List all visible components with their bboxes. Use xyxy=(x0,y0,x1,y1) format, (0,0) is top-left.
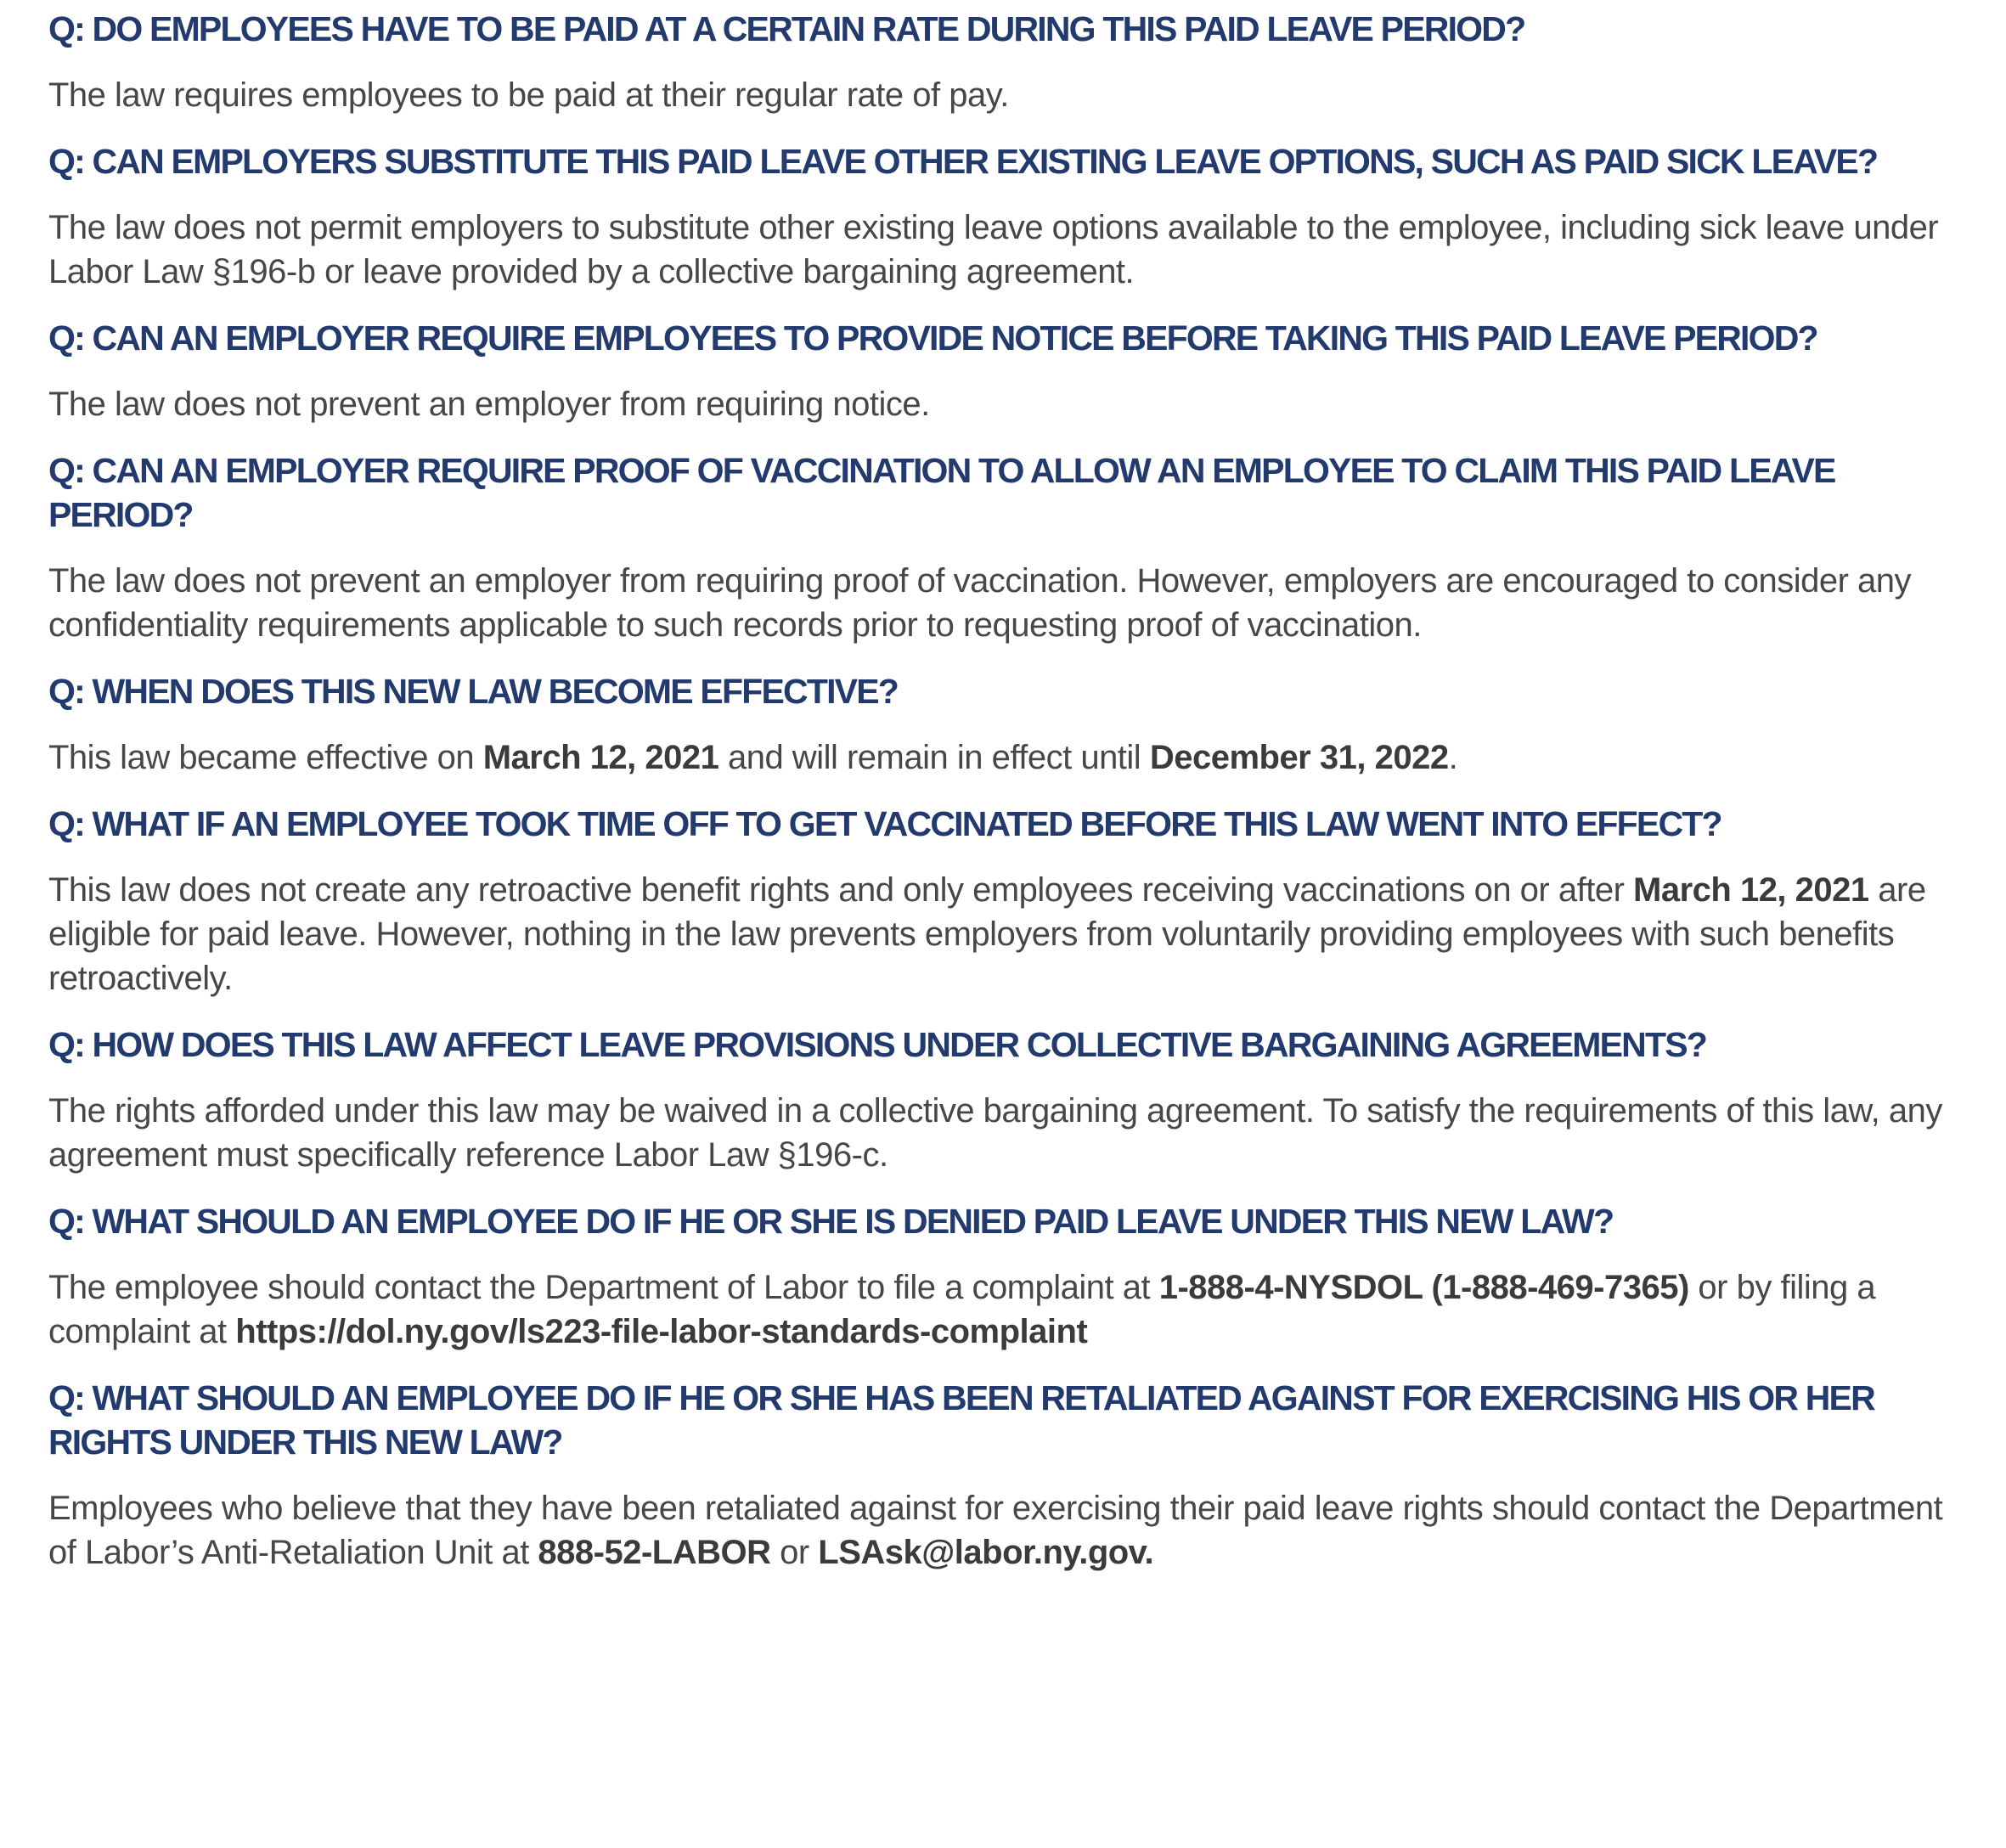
faq-question: Q: CAN AN EMPLOYER REQUIRE EMPLOYEES TO PROVIDE NOTICE BEFORE TAKING THIS PAID LEAVE PERIOD? xyxy=(48,318,1817,358)
faq-item xyxy=(48,1023,1959,1177)
answer-segment: The law requires employees to be paid at their regular rate of pay. xyxy=(48,76,1009,114)
answer-segment: The employee should contact the Department of Labor to file a complaint at xyxy=(48,1269,1159,1306)
faq-answer xyxy=(48,1265,1959,1354)
faq-item xyxy=(48,1376,1959,1575)
expiration-date: December 31, 2022 xyxy=(1149,739,1449,776)
faq-question: Q: WHEN DOES THIS NEW LAW BECOME EFFECTIVE? xyxy=(48,672,898,711)
effective-date: March 12, 2021 xyxy=(1633,871,1869,909)
answer-segment: This law does not create any retroactive benefit rights and only employees receiving vaccinations on or after xyxy=(48,871,1634,909)
answer-segment: or xyxy=(770,1534,819,1571)
answer-segment: Employees who believe that they have been retaliated against for exercising their paid leave rights should contact the Department of Labor’s Anti-Retaliation Unit at xyxy=(48,1490,1943,1571)
faq-answer xyxy=(48,1089,1959,1177)
anti-retaliation-phone-number: 888-52-LABOR xyxy=(538,1534,771,1571)
answer-segment: The law does not prevent an employer from requiring proof of vaccination. However, employers are encouraged to consider any confidentiality requirements applicable to such records prior to requesting proof of vaccination. xyxy=(48,562,1912,644)
faq-answer xyxy=(48,868,1959,1000)
answer-segment: and will remain in effect until xyxy=(718,739,1150,776)
answer-segment: . xyxy=(1448,739,1458,776)
faq-question: Q: CAN AN EMPLOYER REQUIRE PROOF OF VACCINATION TO ALLOW AN EMPLOYEE TO CLAIM THIS PAID LEAVE PERIOD? xyxy=(48,451,1835,534)
faq-document xyxy=(48,7,1959,1575)
faq-answer xyxy=(48,559,1959,647)
answer-segment: This law became effective on xyxy=(48,739,483,776)
faq-question: Q: WHAT IF AN EMPLOYEE TOOK TIME OFF TO GET VACCINATED BEFORE THIS LAW WENT INTO EFFECT? xyxy=(48,804,1721,843)
answer-segment: The law does not permit employers to substitute other existing leave options available to the employee, including sick leave under Labor Law §196-b or leave provided by a collective bargaining agreement. xyxy=(48,209,1939,290)
faq-question: Q: HOW DOES THIS LAW AFFECT LEAVE PROVISIONS UNDER COLLECTIVE BARGAINING AGREEMENTS? xyxy=(48,1025,1707,1064)
faq-item xyxy=(48,7,1959,117)
answer-segment: The rights afforded under this law may be waived in a collective bargaining agreement. To satisfy the requirements of this law, any agreement must specifically reference Labor Law §196-c. xyxy=(48,1092,1942,1174)
faq-answer xyxy=(48,1486,1959,1575)
faq-question: Q: CAN EMPLOYERS SUBSTITUTE THIS PAID LEAVE OTHER EXISTING LEAVE OPTIONS, SUCH AS PAID SICK LEAVE? xyxy=(48,142,1878,181)
faq-question: Q: DO EMPLOYEES HAVE TO BE PAID AT A CERTAIN RATE DURING THIS PAID LEAVE PERIOD? xyxy=(48,9,1525,48)
faq-answer xyxy=(48,206,1959,294)
faq-item xyxy=(48,316,1959,426)
faq-item xyxy=(48,139,1959,294)
complaint-phone-number: 1-888-4-NYSDOL (1-888-469-7365) xyxy=(1158,1269,1689,1306)
faq-answer xyxy=(48,735,1959,780)
answer-segment: or by filing a complaint at xyxy=(48,1269,1876,1350)
answer-segment: The law does not prevent an employer from requiring notice. xyxy=(48,386,930,423)
faq-item xyxy=(48,802,1959,1000)
faq-question: Q: WHAT SHOULD AN EMPLOYEE DO IF HE OR SHE HAS BEEN RETALIATED AGAINST FOR EXERCISING HIS OR HER RIGHTS UNDER THIS NEW LAW? xyxy=(48,1378,1874,1462)
anti-retaliation-email: LSAsk@labor.ny.gov. xyxy=(818,1534,1154,1571)
faq-item xyxy=(48,669,1959,780)
faq-item xyxy=(48,448,1959,647)
faq-answer xyxy=(48,382,1959,426)
answer-segment: are eligible for paid leave. However, nothing in the law prevents employers from voluntarily providing employees with such benefits retroactively. xyxy=(48,871,1926,997)
faq-answer xyxy=(48,73,1959,117)
faq-item xyxy=(48,1199,1959,1354)
effective-date: March 12, 2021 xyxy=(482,739,719,776)
complaint-url: https://dol.ny.gov/ls223-file-labor-standards-complaint xyxy=(235,1313,1088,1350)
faq-question: Q: WHAT SHOULD AN EMPLOYEE DO IF HE OR SHE IS DENIED PAID LEAVE UNDER THIS NEW LAW? xyxy=(48,1202,1614,1241)
